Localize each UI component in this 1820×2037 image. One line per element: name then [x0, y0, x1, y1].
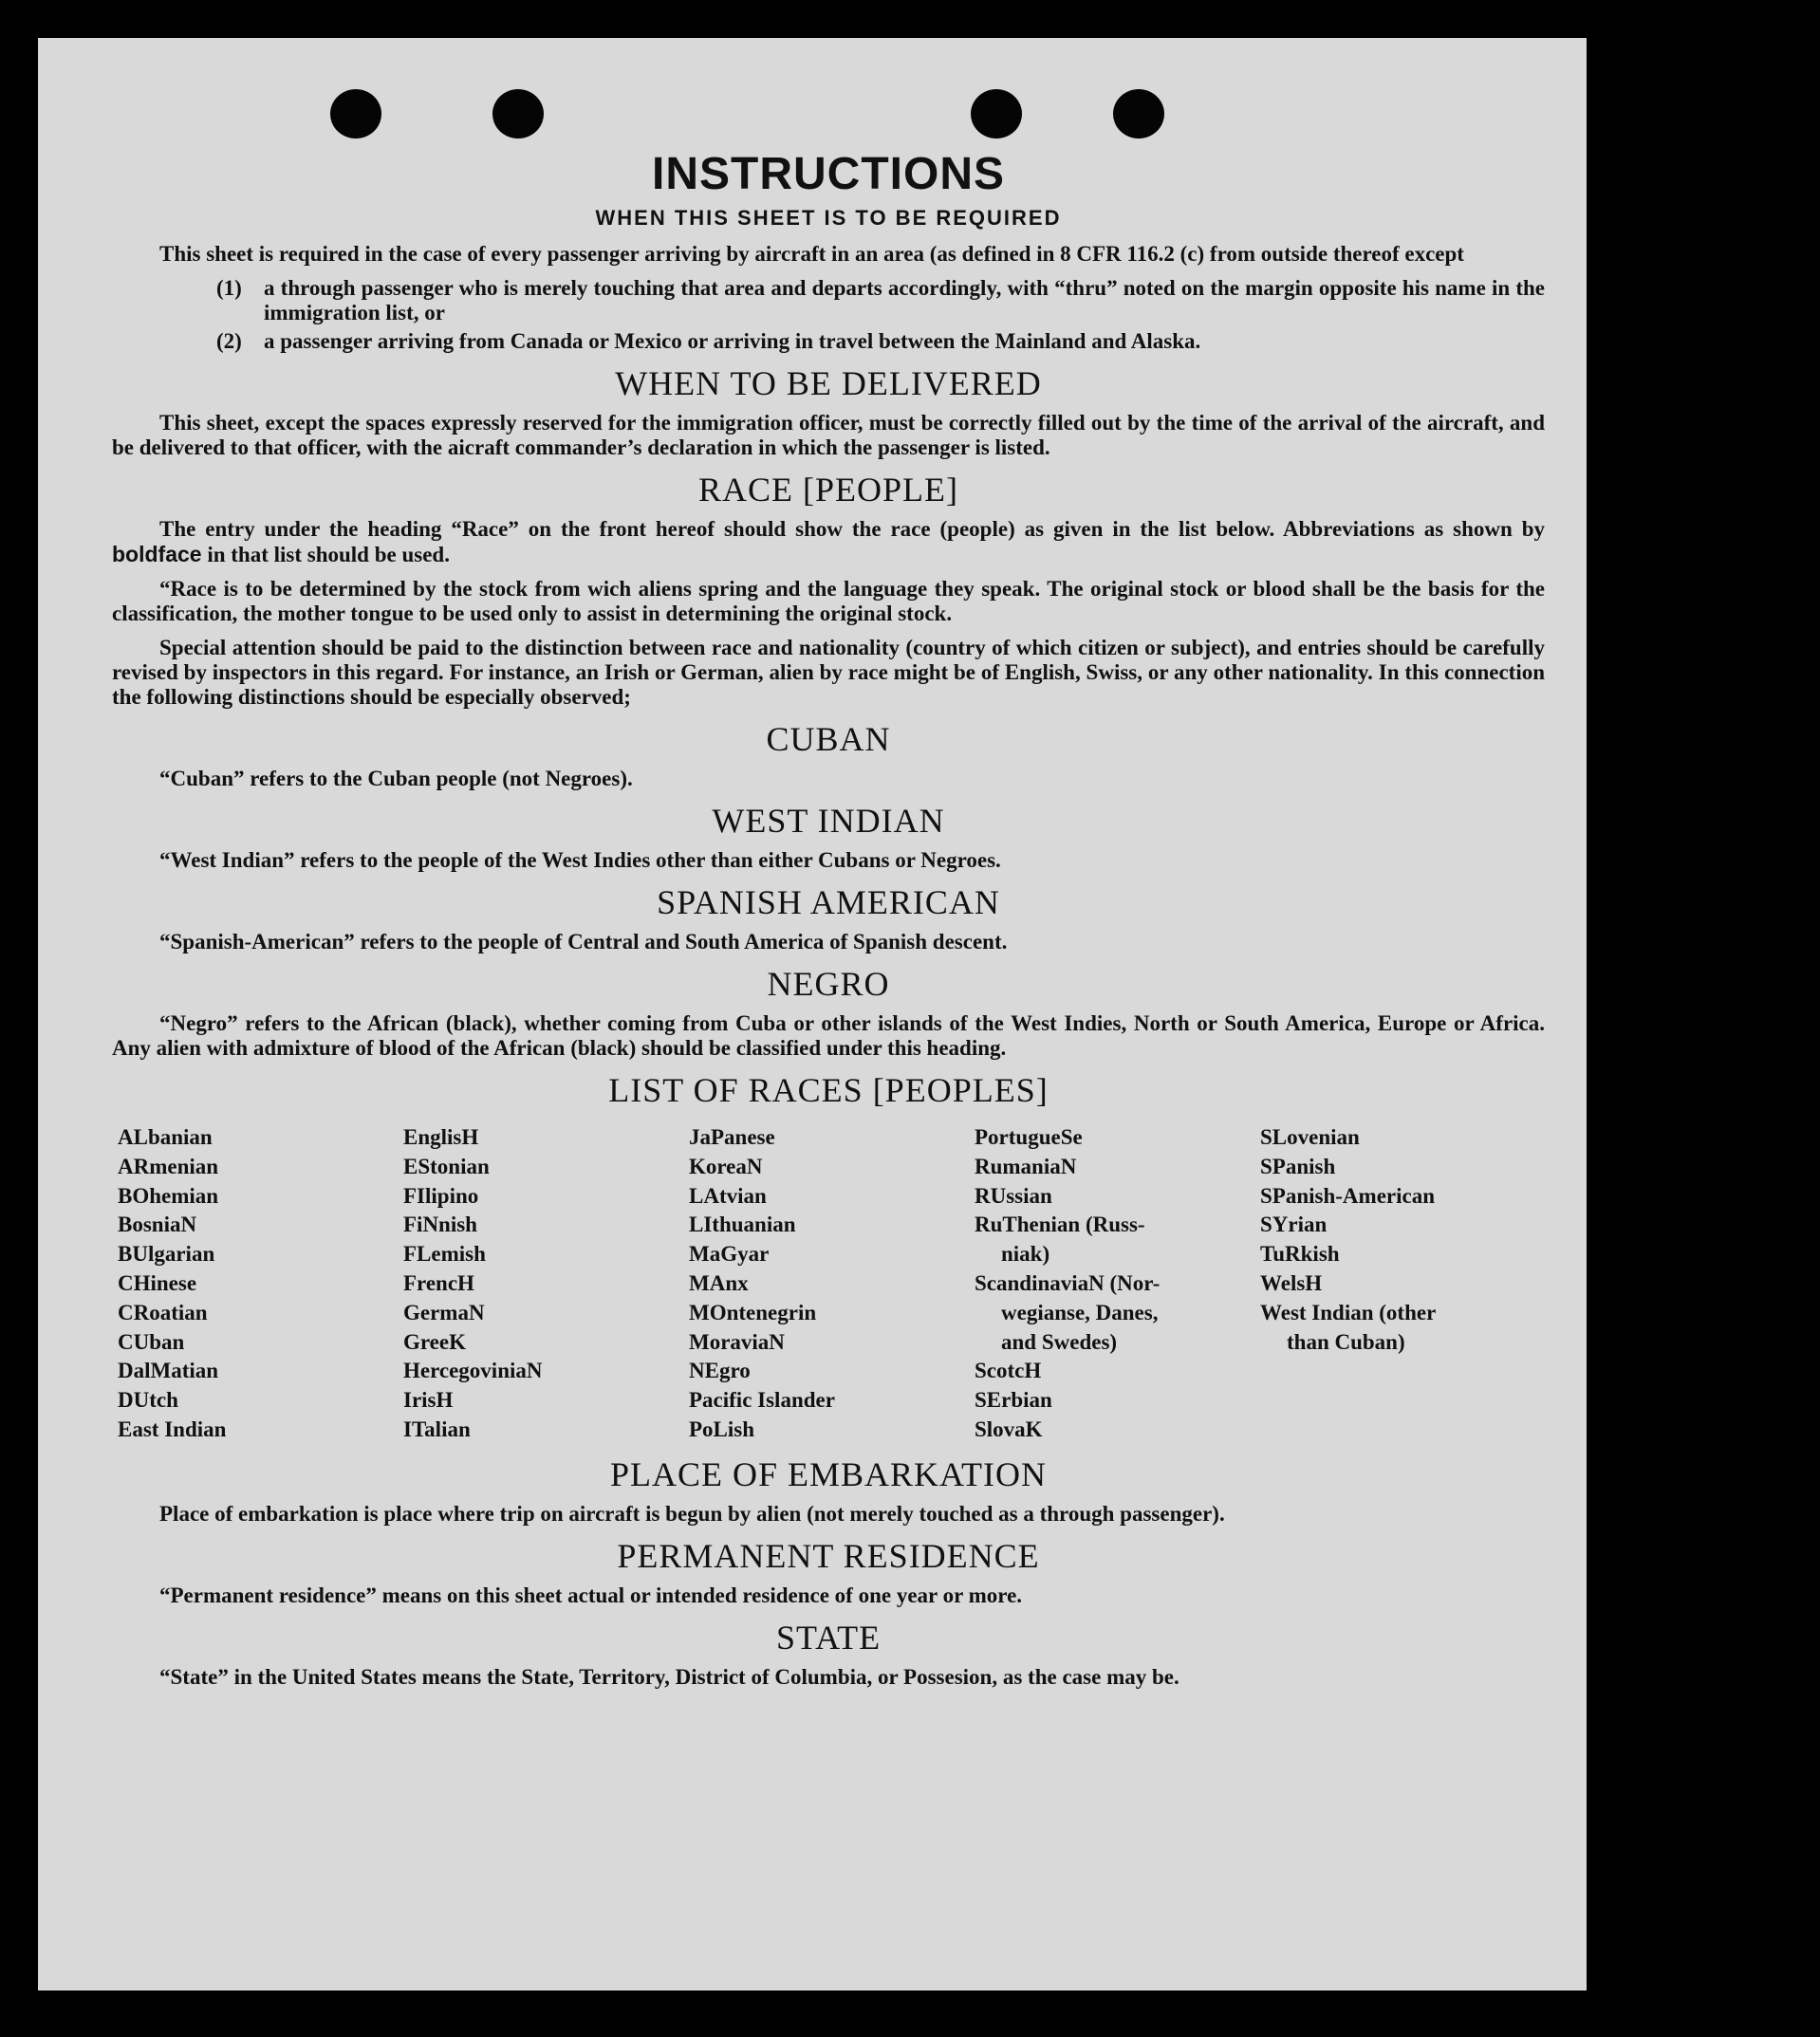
instructions-intro: This sheet is required in the case of every passenger arriving by aircraft in an area (as defined in 8 CFR 116.2 (c) from outside thereof except [159, 242, 1464, 266]
west-indian-heading: WEST INDIAN [712, 802, 945, 840]
race-list-item: MoraviaN [689, 1329, 785, 1354]
delivered-heading: WHEN TO BE DELIVERED [615, 364, 1042, 402]
race-paragraph-2: “Race is to be determined by the stock from wich aliens spring and the language they speak. The original stock or blood shall be the basis for the classification, the mother tongue to be used only to assist in determining the original stock. [112, 577, 1545, 625]
spanish-american-text: “Spanish-American” refers to the people of Central and South America of Spanish descent. [159, 930, 1008, 954]
race-paragraph-1 [112, 517, 1545, 567]
race-list-item: SYrian [1260, 1213, 1328, 1237]
race-list-item: GermaN [403, 1300, 485, 1324]
race-list-item: FrencH [403, 1270, 474, 1295]
race-list-item: and Swedes) [1001, 1329, 1118, 1354]
race-list-item: CHinese [118, 1270, 197, 1295]
instructions-subtitle: WHEN THIS SHEET IS TO BE REQUIRED [595, 206, 1062, 230]
race-list-item: FIlipino [403, 1183, 479, 1208]
race-column [1260, 1123, 1545, 1445]
punch-hole [971, 89, 1022, 139]
race-list-item: HercegoviniaN [403, 1359, 543, 1383]
race-list-item: Pacific Islander [689, 1388, 835, 1413]
race-list-item: LAtvian [689, 1183, 767, 1208]
race-list [118, 1123, 1545, 1445]
exception-number: (2) [216, 329, 242, 353]
embarkation-heading: PLACE OF EMBARKATION [609, 1454, 1048, 1493]
race-list-item: JaPanese [689, 1125, 775, 1149]
cuban-text: “Cuban” refers to the Cuban people (not Negroes). [159, 767, 633, 790]
race-list-item: PortugueSe [975, 1125, 1083, 1149]
race-list-item: ScandinaviaN (Nor- [975, 1270, 1161, 1295]
race-list-item: NEgro [689, 1359, 751, 1383]
exception-number: (1) [216, 276, 242, 300]
race-list-item: West Indian (other [1260, 1300, 1437, 1324]
state-text: “State” in the United States means the State, Territory, District of Columbia, or Possesion, as the case may be. [159, 1664, 1179, 1689]
race-list-item: TuRkish [1260, 1242, 1340, 1267]
list-of-races-heading: LIST OF RACES [PEOPLES] [608, 1071, 1049, 1109]
exception-text: a passenger arriving from Canada or Mexico or arriving in travel between the Mainland and Alaska. [264, 329, 1201, 353]
race-list-item: BUlgarian [118, 1242, 215, 1267]
race-list-item: DalMatian [118, 1359, 219, 1383]
race-list-item: East Indian [118, 1417, 227, 1441]
race-list-item: GreeK [403, 1329, 466, 1354]
delivered-text: This sheet, except the spaces expressly reserved for the immigration officer, must be correctly filled out by the time of the arrival of the aircraft, and be delivered to that officer, with the aicraft commander’s declaration in which the passenger is listed. [112, 411, 1545, 459]
race-paragraph-3: Special attention should be paid to the distinction between race and nationality (country of which citizen or subject), and entries should be carefully revised by inspectors in this regard. For instance, an Irish or German, alien by race might be of English, Swiss, or any other nationality. In this connection the following distinctions should be especially observed; [112, 636, 1545, 709]
residence-text: “Permanent residence” means on this sheet actual or intended residence of one year or more. [159, 1583, 1023, 1607]
race-column [689, 1123, 974, 1445]
instructions-title: INSTRUCTIONS [652, 149, 1005, 199]
residence-heading: PERMANENT RESIDENCE [617, 1536, 1040, 1575]
race-list-item: CRoatian [118, 1300, 208, 1324]
race-list-item: FLemish [403, 1242, 486, 1267]
race-list-item: SPanish-American [1260, 1183, 1435, 1208]
race-list-item: ScotcH [975, 1359, 1042, 1383]
race-list-item: niak) [1001, 1242, 1050, 1267]
race-column [118, 1123, 402, 1445]
exception-item [216, 276, 1545, 325]
race-list-item: RumaniaN [975, 1154, 1077, 1178]
race-list-item: ITalian [403, 1417, 471, 1441]
race-list-item: MAnx [689, 1270, 749, 1295]
spanish-american-heading: SPANISH AMERICAN [657, 883, 1000, 921]
punch-hole [1113, 89, 1164, 139]
race-list-item: CUban [118, 1329, 185, 1354]
cuban-heading: CUBAN [766, 720, 891, 758]
race-list-item: KoreaN [689, 1154, 763, 1178]
race-list-item: WelsH [1260, 1270, 1323, 1295]
race-column [975, 1123, 1259, 1445]
exception-text: a through passenger who is merely touching that area and departs accordingly, with “thru” noted on the margin opposite his name in the immigration list, or [264, 276, 1545, 324]
race-list-item: than Cuban) [1287, 1329, 1405, 1354]
embarkation-text: Place of embarkation is place where trip on aircraft is begun by alien (not merely touched as a through passenger). [159, 1501, 1225, 1526]
race-column [403, 1123, 688, 1445]
race-list-item: DUtch [118, 1388, 178, 1413]
race-p1-bold: boldface [112, 542, 202, 566]
race-heading: RACE [PEOPLE] [698, 471, 958, 509]
state-heading: STATE [775, 1618, 882, 1657]
race-list-item: SPanish [1260, 1154, 1336, 1178]
punch-hole [492, 89, 544, 139]
race-list-item: ALbanian [118, 1125, 213, 1149]
race-list-item: RUssian [975, 1183, 1052, 1208]
race-list-item: RuThenian (Russ- [975, 1213, 1145, 1237]
race-list-item: BOhemian [118, 1183, 219, 1208]
race-list-item: BosniaN [118, 1213, 197, 1237]
race-list-item: FiNnish [403, 1213, 477, 1237]
race-list-item: SErbian [975, 1388, 1052, 1413]
race-list-item: ARmenian [118, 1154, 219, 1178]
race-list-item: wegianse, Danes, [1001, 1300, 1159, 1324]
document-content [112, 148, 1545, 1699]
race-list-item: MOntenegrin [689, 1300, 817, 1324]
document-page [38, 38, 1587, 1991]
race-list-item: SLovenian [1260, 1125, 1360, 1149]
race-list-item: EStonian [403, 1154, 490, 1178]
race-list-item: SlovaK [975, 1417, 1043, 1441]
race-list-item: MaGyar [689, 1242, 770, 1267]
punch-hole [330, 89, 381, 139]
west-indian-text: “West Indian” refers to the people of the West Indies other than either Cubans or Negroes. [159, 848, 1001, 872]
race-list-item: LIthuanian [689, 1213, 796, 1237]
race-p1-before: The entry under the heading “Race” on the front hereof should show the race (people) as given in the list below. Abbreviations as shown by [159, 517, 1545, 541]
exception-item [216, 329, 1545, 354]
negro-text: “Negro” refers to the African (black), whether coming from Cuba or other islands of the West Indies, North or South America, Europe or Africa. Any alien with admixture of blood of the African (black) should be classified under this heading. [112, 1011, 1545, 1060]
race-list-item: PoLish [689, 1417, 755, 1441]
race-list-item: IrisH [403, 1388, 454, 1413]
negro-heading: NEGRO [767, 965, 890, 1003]
race-list-item: EnglisH [403, 1125, 479, 1149]
race-p1-after: in that list should be used. [207, 543, 450, 566]
